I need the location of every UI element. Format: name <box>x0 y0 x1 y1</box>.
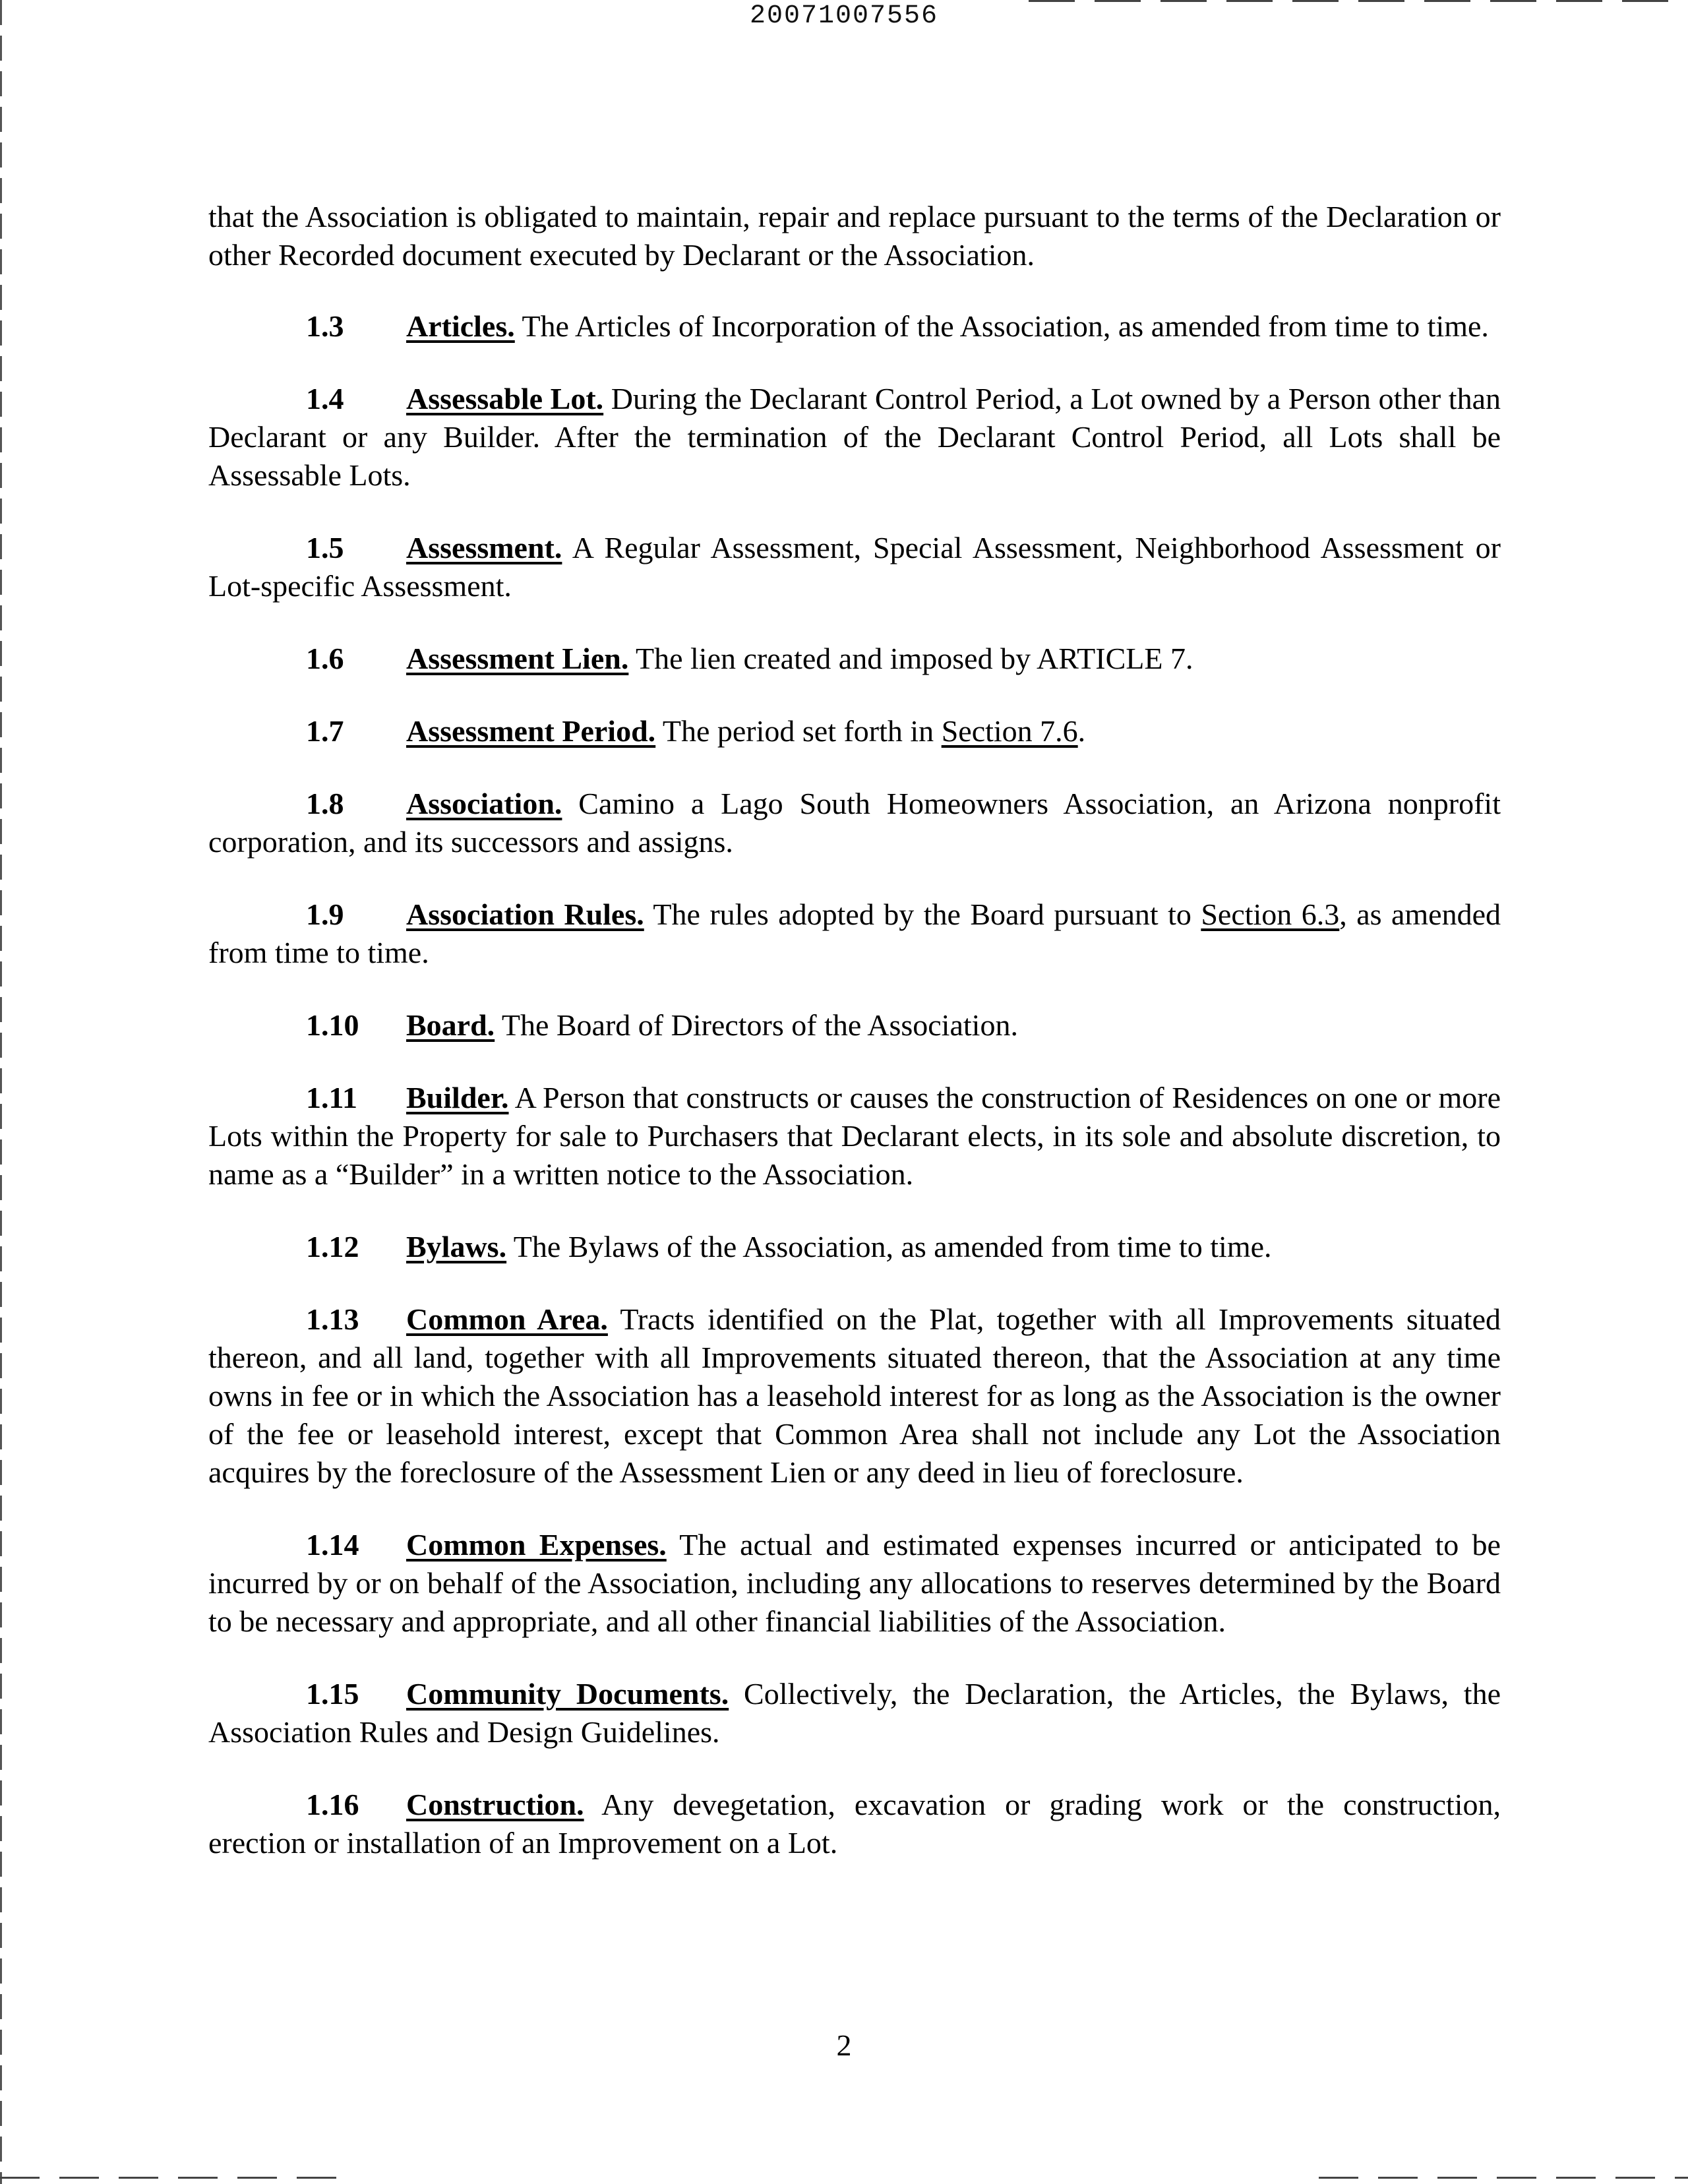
section-term: Association. <box>406 787 562 820</box>
section-1-8 <box>208 785 1501 861</box>
section-number: 1.15 <box>306 1677 359 1711</box>
section-1-11 <box>208 1079 1501 1194</box>
section-term: Community Documents. <box>406 1677 729 1711</box>
section-term: Assessment Lien. <box>406 642 629 675</box>
document-body <box>208 198 1501 1896</box>
section-text: Camino a Lago South Homeowners Association, an Arizona nonprofit corporation, and its successors and assigns. <box>208 787 1501 859</box>
page-number: 2 <box>836 2028 852 2062</box>
section-number: 1.7 <box>306 714 344 748</box>
section-1-7 <box>208 712 1501 750</box>
section-number: 1.8 <box>306 787 344 820</box>
section-text: The period set forth in <box>662 714 934 748</box>
section-term: Assessment. <box>406 531 562 564</box>
section-1-15 <box>208 1675 1501 1751</box>
section-number: 1.13 <box>306 1302 359 1336</box>
section-1-9 <box>208 895 1501 972</box>
section-1-16 <box>208 1786 1501 1862</box>
scan-left-border <box>0 0 2 2184</box>
section-cross-reference: Section 6.3 <box>1201 897 1340 931</box>
section-text: A Person that constructs or causes the construction of Residences on one or more Lots within the Property for sale to Purchasers that Declarant elects, in its sole and absolute discretion, to name as a “Builder” in a written notice to the Association. <box>208 1081 1501 1191</box>
section-number: 1.10 <box>306 1008 359 1042</box>
section-text: The Bylaws of the Association, as amended from time to time. <box>513 1230 1272 1263</box>
section-text: The lien created and imposed by ARTICLE 7. <box>636 642 1193 675</box>
section-1-6 <box>208 640 1501 678</box>
intro-paragraph: that the Association is obligated to maintain, repair and replace pursuant to the terms of the Declaration or other Recorded document executed by Declarant or the Association. <box>208 200 1501 272</box>
section-text: During the Declarant Control Period, a Lot owned by a Person other than Declarant or any Builder. After the termination of the Declarant Control Period, all Lots shall be Assessable Lots. <box>208 382 1501 492</box>
section-number: 1.4 <box>306 382 344 415</box>
section-term: Builder. <box>406 1081 509 1114</box>
recording-number: 20071007556 <box>749 1 939 31</box>
section-term: Board. <box>406 1008 495 1042</box>
section-1-14 <box>208 1526 1501 1641</box>
section-number: 1.3 <box>306 309 344 343</box>
section-text: The Board of Directors of the Association. <box>501 1008 1018 1042</box>
section-cross-reference: Section 7.6 <box>941 714 1078 748</box>
section-1-5 <box>208 529 1501 605</box>
section-1-10 <box>208 1006 1501 1045</box>
section-number: 1.5 <box>306 531 344 564</box>
section-number: 1.9 <box>306 897 344 931</box>
section-text: Tracts identified on the Plat, together with all Improvements situated thereon, and all land, together with all Improvements situated thereon, that the Association at any time owns in fee or in which the Association has a leasehold interest for as long as the Association is the owner of the fee or leasehold interest, except that Common Area shall not include any Lot the Association acquires by the foreclosure of the Assessment Lien or any deed in lieu of foreclosure. <box>208 1302 1501 1489</box>
section-text: The rules adopted by the Board pursuant to <box>653 897 1191 931</box>
section-text: Any devegetation, excavation or grading work or the construction, erection or installation of an Improvement on a Lot. <box>208 1788 1501 1860</box>
scan-bottom-left-dashes <box>0 2177 343 2179</box>
scan-bottom-right-dashes <box>1319 2177 1688 2179</box>
section-term: Assessment Period. <box>406 714 656 748</box>
section-text: The actual and estimated expenses incurred or anticipated to be incurred by or on behalf of the Association, including any allocations to reserves determined by the Board to be necessary and appropriate, and all other financial liabilities of the Association. <box>208 1528 1501 1638</box>
section-1-4 <box>208 380 1501 495</box>
section-term: Bylaws. <box>406 1230 507 1263</box>
section-term: Construction. <box>406 1788 584 1821</box>
section-term: Assessable Lot. <box>406 382 604 415</box>
section-term: Articles. <box>406 309 515 343</box>
section-term: Common Area. <box>406 1302 608 1336</box>
section-text-after: , as amended from time to time. <box>208 897 1501 969</box>
section-text: Collectively, the Declaration, the Articles, the Bylaws, the Association Rules and Design Guidelines. <box>208 1677 1501 1749</box>
section-number: 1.14 <box>306 1528 359 1562</box>
section-number: 1.12 <box>306 1230 359 1263</box>
section-text: A Regular Assessment, Special Assessment, Neighborhood Assessment or Lot-specific Assessment. <box>208 531 1501 603</box>
section-number: 1.6 <box>306 642 344 675</box>
section-number: 1.16 <box>306 1788 359 1821</box>
section-1-12 <box>208 1228 1501 1266</box>
section-number: 1.11 <box>306 1081 357 1114</box>
section-text: The Articles of Incorporation of the Association, as amended from time to time. <box>522 309 1489 343</box>
section-term: Association Rules. <box>406 897 644 931</box>
section-1-13 <box>208 1300 1501 1492</box>
section-term: Common Expenses. <box>406 1528 667 1562</box>
section-text-after: . <box>1077 714 1086 748</box>
section-1-3 <box>208 307 1501 346</box>
